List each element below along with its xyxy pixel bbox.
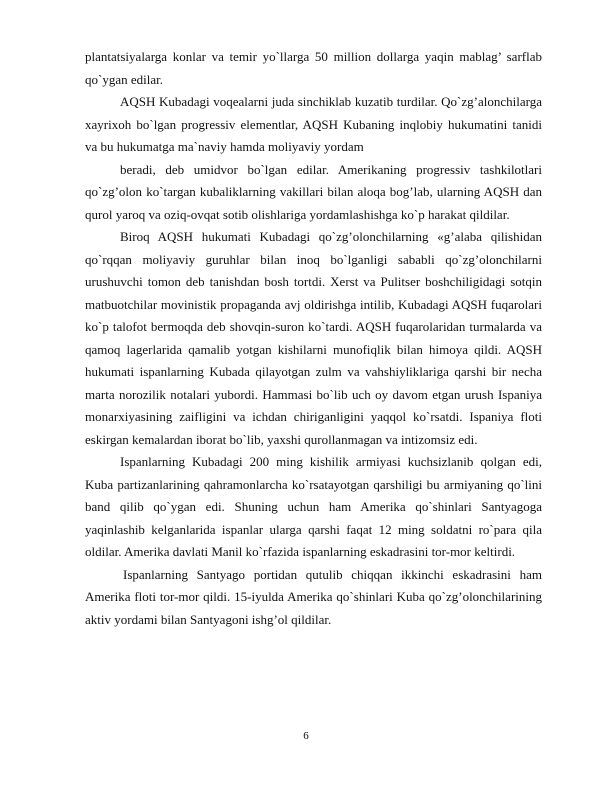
page-number: 6	[303, 730, 309, 742]
paragraph: beradi, deb umidvor bo`lgan edilar. Amerikaning progressiv tashkilotlari qo`zg’olon ko`targan kubaliklarning vakillari bilan aloqa bog’lab, ularning AQSH dan qurol yaroq va oziq-ovqat sotib olishlariga yordamlashishga ko`p harakat qildilar.	[85, 161, 542, 222]
paragraph: Ispanlarning Kubadagi 200 ming kishilik armiyasi kuchsizlanib qolgan edi, Kuba partizanlarining qahramonlarcha ko`rsatayotgan qarshiligi bu armiyaning qo`lini band qilib qo`ygan edi. Shuning uchun ham Amerika qo`shinlari Santyagoga yaqinlashib kelganlarida ispanlar ularga qarshi faqat 12 ming soldatni ro`para qila oldilar. Amerika davlati Manil ko`rfazida ispanlarning eskadrasini tor-mor keltirdi.	[85, 454, 542, 559]
paragraph: AQSH Kubadagi voqealarni juda sinchiklab kuzatib turdilar. Qo`zg’alonchilarga xayrixoh bo`lgan progressiv elementlar, AQSH Kubaning inqlobiy hukumatini tanidi va bu hukumatga ma`naviy hamda moliyaviy yordam	[85, 94, 542, 154]
paragraph: Biroq AQSH hukumati Kubadagi qo`zg’olonchilarning «g’alaba qilishidan qo`rqqan moliyaviy guruhlar bilan inoq bo`lganligi sababli qo`zg’olonchilarni urushuvchi tomon deb tanishdan bosh tortdi. Xerst va Pulitser boshchiligidagi sotqin matbuotchilar movinistik propaganda avj oldirishga intilib, Kubadagi AQSH fuqarolari ko`p talofot bermoqda deb shovqin-suron ko`tardi. AQSH fuqarolaridan turmalarda va qamoq lagerlarida qamalib yotgan kishilarni munofiqlik bilan himoya qildi. AQSH hukumati ispanlarning Kubada qilayotgan zulm va vahshiyliklariga qarshi bir necha marta norozilik notalari yubordi. Hammasi bo`lib uch oy davom etgan urush Ispaniya monarxiyasining zaifligini va ichdan chiriganligini yaqqol ko`rsatdi. Ispaniya floti eskirgan kemalardan iborat bo`lib, yaxshi qurollanmagan va intizomsiz edi.	[85, 229, 542, 447]
body-text	[85, 46, 542, 631]
paragraph: plantatsiyalarga konlar va temir yo`llarga 50 million dollarga yaqin mablag’ sarflab qo`ygan edilar.	[85, 49, 542, 87]
paragraph: Ispanlarning Santyago portidan qutulib chiqqan ikkinchi eskadrasini ham Amerika floti tor-mor qildi. 15-iyulda Amerika qo`shinlari Kuba qo`zg’olonchilarining aktiv yordami bilan Santyagoni ishg’ol qildilar.	[85, 566, 542, 627]
